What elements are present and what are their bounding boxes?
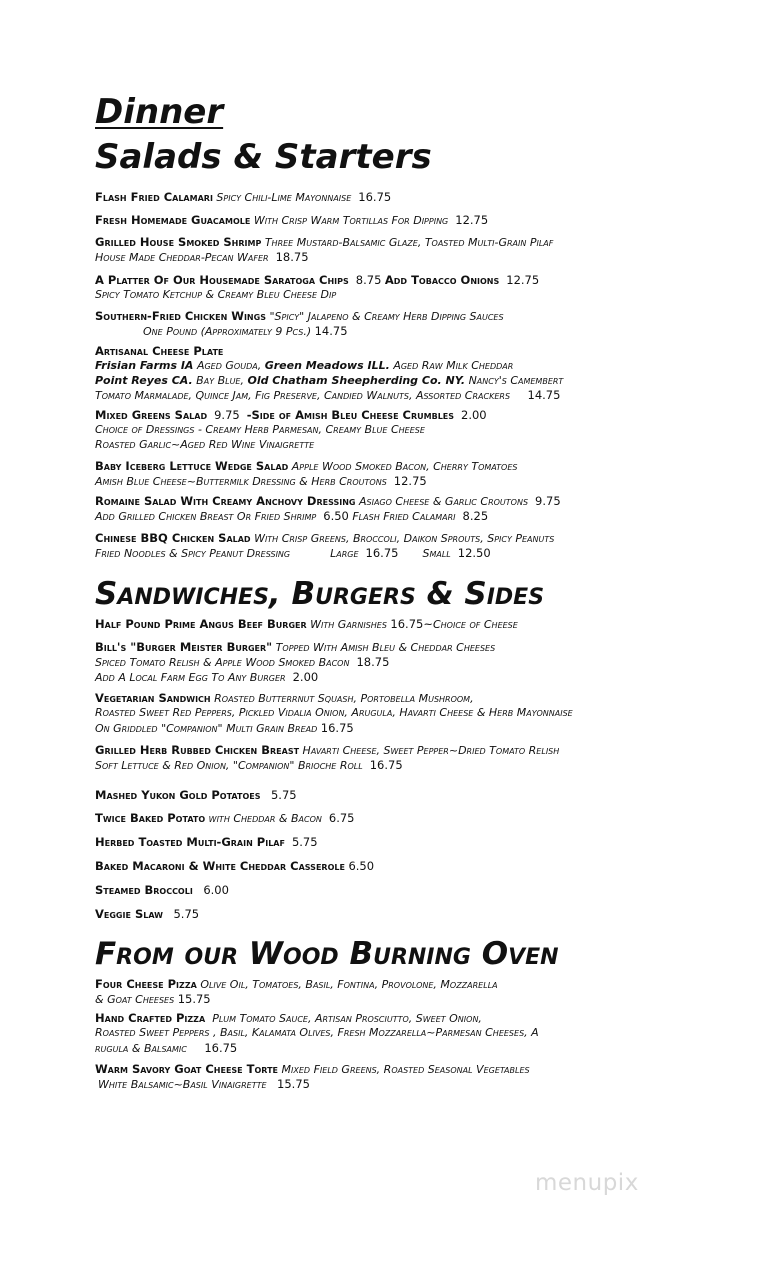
menu-item: Half Pound Prime Angus Beef Burger With Garnishes 16.75~Choice of Cheese [95, 617, 518, 631]
menu-item: Artisanal Cheese Plate Frisian Farms IA Aged Gouda, Green Meadows ILL. Aged Raw Milk Cheddar Point Reyes CA. Bay Blue, Old Chatham Sheepherding Co. NY. Nancy's Camembert Tomato Marmalade, Quince Jam, Fig Preserve, Candied Walnuts, Assorted Crackers 14.75 [95, 344, 564, 403]
sandwiches-heading: Sandwiches, Burgers & Sides [95, 576, 545, 612]
side-item: Mashed Yukon Gold Potatoes 5.75 [95, 788, 297, 802]
side-item: Baked Macaroni & White Cheddar Casserole 6.50 [95, 859, 375, 873]
menu-item: Grilled House Smoked Shrimp Three Mustard-Balsamic Glaze, Toasted Multi-Grain Pilaf House Made Cheddar-Pecan Wafer 18.75 [95, 235, 554, 264]
menu-item: Vegetarian Sandwich Roasted Butterrnut Squash, Portobella Mushroom, Roasted Sweet Red Peppers, Pickled Vidalia Onion, Arugula, Havarti Cheese & Herb Mayonnaise On Griddled "Companion" Multi Grain Bread 16.75 [95, 691, 573, 735]
side-item: Herbed Toasted Multi-Grain Pilaf 5.75 [95, 835, 318, 849]
side-item: Twice Baked Potato with Cheddar & Bacon 6.75 [95, 811, 355, 825]
menu-item: Baby Iceberg Lettuce Wedge Salad Apple Wood Smoked Bacon, Cherry Tomatoes Amish Blue Cheese~Buttermilk Dressing & Herb Croutons 12.75 [95, 459, 518, 488]
oven-heading: From our Wood Burning Oven [95, 936, 559, 972]
menu-item: Chinese BBQ Chicken Salad With Crisp Greens, Broccoli, Daikon Sprouts, Spicy Peanuts Fried Noodles & Spicy Peanut Dressing Large 16.75 Small 12.50 [95, 531, 555, 560]
menupix-watermark: menupix [535, 1170, 639, 1196]
menu-item: Mixed Greens Salad 9.75 -Side of Amish Bleu Cheese Crumbles 2.00 Choice of Dressings - Creamy Herb Parmesan, Creamy Blue Cheese Roasted Garlic~Aged Red Wine Vinaigrette [95, 408, 487, 451]
side-item: Steamed Broccoli 6.00 [95, 883, 229, 897]
menu-item: A Platter Of Our Housemade Saratoga Chips 8.75 Add Tobacco Onions 12.75 Spicy Tomato Ketchup & Creamy Bleu Cheese Dip [95, 273, 540, 301]
salads-heading: Salads & Starters [95, 137, 432, 177]
menu-item: Warm Savory Goat Cheese Torte Mixed Field Greens, Roasted Seasonal Vegetables White Balsamic~Basil Vinaigrette 15.75 [95, 1062, 530, 1091]
menu-item: Grilled Herb Rubbed Chicken Breast Havarti Cheese, Sweet Pepper~Dried Tomato Relish Soft Lettuce & Red Onion, "Companion" Brioche Roll 16.75 [95, 743, 560, 772]
menu-item: Hand Crafted Pizza Plum Tomato Sauce, Artisan Prosciutto, Sweet Onion, Roasted Sweet Peppers , Basil, Kalamata Olives, Fresh Mozzarella~Parmesan Cheeses, A rugula & Balsamic 16.75 [95, 1011, 539, 1055]
menu-item: Flash Fried Calamari Spicy Chili-Lime Mayonnaise 16.75 [95, 190, 392, 204]
menu-item: Fresh Homemade Guacamole With Crisp Warm Tortillas For Dipping 12.75 [95, 213, 489, 227]
menu-item: Bill's "Burger Meister Burger" Topped With Amish Bleu & Cheddar Cheeses Spiced Tomato Relish & Apple Wood Smoked Bacon 18.75 Add A Local Farm Egg To Any Burger 2.00 [95, 640, 496, 684]
menu-item: Four Cheese Pizza Olive Oil, Tomatoes, Basil, Fontina, Provolone, Mozzarella & Goat Cheeses 15.75 [95, 977, 498, 1006]
dinner-heading: Dinner [95, 92, 224, 132]
side-item: Veggie Slaw 5.75 [95, 907, 200, 921]
menu-item: Southern-Fried Chicken Wings "Spicy" Jalapeno & Creamy Herb Dipping Sauces One Pound (Approximately 9 Pcs.) 14.75 [95, 309, 504, 338]
menu-item: Romaine Salad With Creamy Anchovy Dressing Asiago Cheese & Garlic Croutons 9.75 Add Grilled Chicken Breast Or Fried Shrimp 6.50 Flash Fried Calamari 8.25 [95, 494, 561, 523]
